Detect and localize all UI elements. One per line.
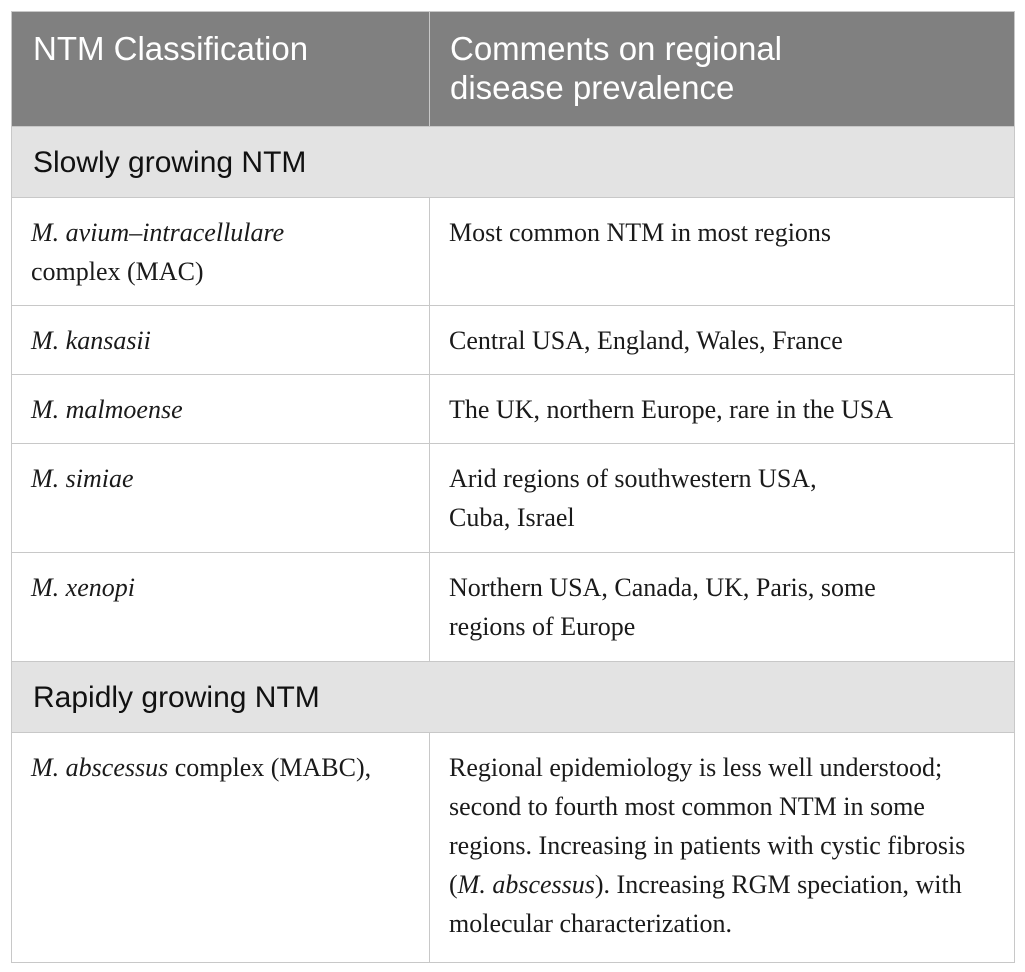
comment-cell: The UK, northern Europe, rare in the USA bbox=[430, 375, 1015, 444]
organism-cell bbox=[12, 375, 430, 444]
table-row bbox=[12, 444, 1015, 553]
organism-name: M. malmoense bbox=[31, 395, 183, 424]
comment-cell bbox=[430, 553, 1015, 662]
comment-italic-species: M. abscessus bbox=[457, 870, 595, 899]
organism-suffix: complex (MAC) bbox=[31, 257, 204, 286]
comment-text-a: Regional epidemiology is less well understood; second to fourth most common NTM in some regions. Increasing in patients with cystic fibrosis ( bbox=[449, 753, 966, 899]
table-row bbox=[12, 553, 1015, 662]
comment-line1: Northern USA, Canada, UK, Paris, some bbox=[449, 573, 876, 602]
ntm-classification-table bbox=[11, 11, 1015, 963]
header-comments-line2: disease prevalence bbox=[450, 69, 735, 106]
organism-cell bbox=[12, 444, 430, 553]
comment-text-b: ). Increasing RGM speciation, with molecular characterization. bbox=[449, 870, 962, 938]
organism-cell bbox=[12, 733, 430, 963]
organism-name: M. simiae bbox=[31, 464, 134, 493]
organism-name: M. xenopi bbox=[31, 573, 135, 602]
section-row-rapidly-growing bbox=[12, 662, 1015, 733]
comment-cell: Most common NTM in most regions bbox=[430, 198, 1015, 306]
section-title: Rapidly growing NTM bbox=[12, 662, 1015, 733]
organism-cell bbox=[12, 198, 430, 306]
header-ntm-classification: NTM Classification bbox=[12, 12, 430, 127]
table-row bbox=[12, 733, 1015, 963]
section-title: Slowly growing NTM bbox=[12, 127, 1015, 198]
table-row bbox=[12, 375, 1015, 444]
table-row bbox=[12, 198, 1015, 306]
section-row-slowly-growing bbox=[12, 127, 1015, 198]
comment-line2: Cuba, Israel bbox=[449, 503, 575, 532]
table-header-row bbox=[12, 12, 1015, 127]
organism-name: M. kansasii bbox=[31, 326, 151, 355]
header-comments bbox=[430, 12, 1015, 127]
ntm-table-container bbox=[11, 11, 1014, 963]
organism-name: M. abscessus bbox=[31, 753, 169, 782]
comment-line1: Arid regions of southwestern USA, bbox=[449, 464, 817, 493]
comment-cell bbox=[430, 444, 1015, 553]
organism-cell bbox=[12, 553, 430, 662]
organism-cell bbox=[12, 306, 430, 375]
comment-line2: regions of Europe bbox=[449, 612, 636, 641]
organism-name: M. avium–intracellulare bbox=[31, 218, 285, 247]
organism-suffix: complex (MABC), bbox=[168, 753, 372, 782]
header-comments-line1: Comments on regional bbox=[450, 30, 782, 67]
comment-cell: Central USA, England, Wales, France bbox=[430, 306, 1015, 375]
comment-cell bbox=[430, 733, 1015, 963]
table-row bbox=[12, 306, 1015, 375]
